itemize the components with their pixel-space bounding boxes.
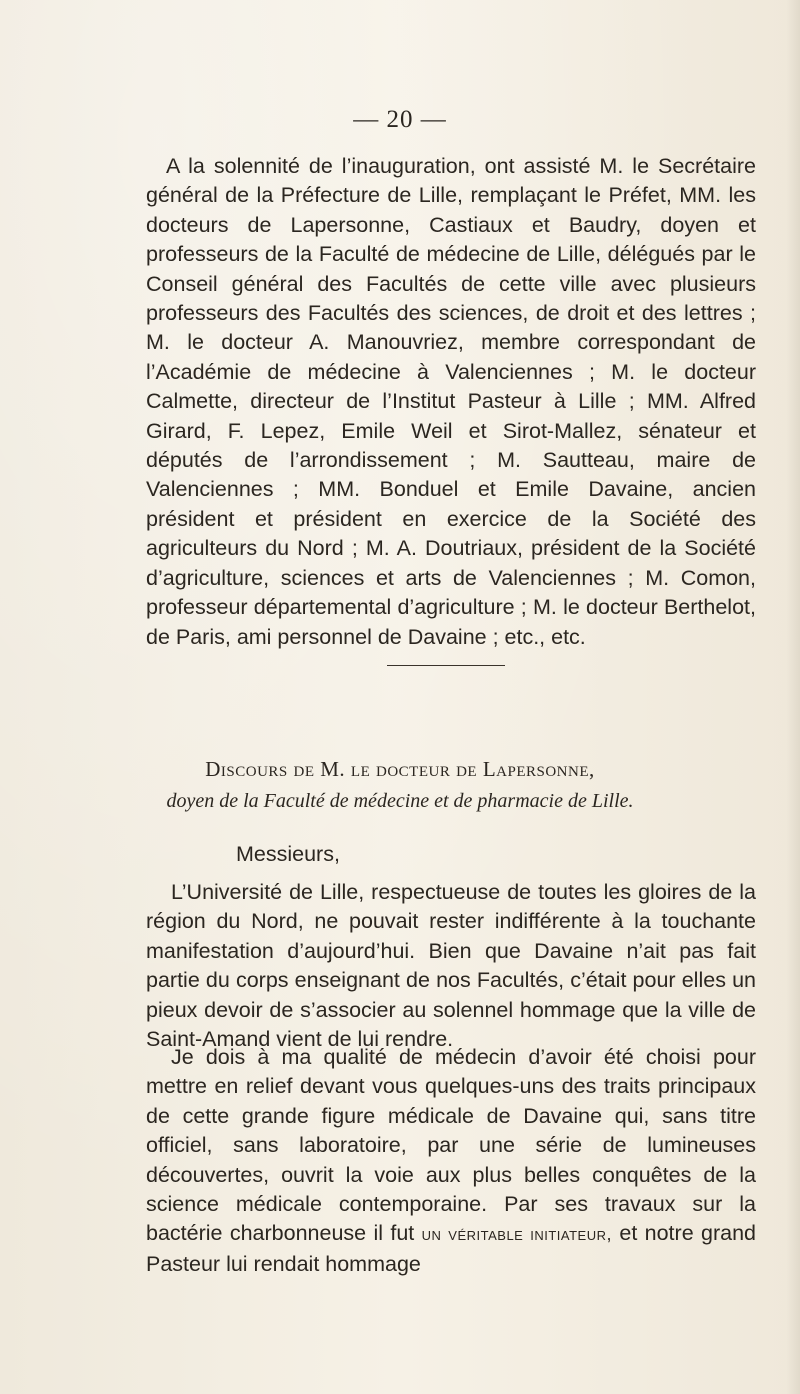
speech-paragraph-2-smallcaps: un véritable initiateur,: [421, 1224, 612, 1245]
speech-subheading: doyen de la Faculté de médecine et de pharmacie de Lille.: [166, 790, 634, 812]
speech-heading: Discours de M. le docteur de Lapersonne,: [205, 757, 595, 781]
page-number: — 20 —: [353, 106, 447, 133]
speech-paragraph-2-end: et notre grand Pasteur lui rendait hommage: [146, 1221, 756, 1276]
speech-paragraph-2: [146, 1043, 756, 1279]
page-edge-shadow: [786, 0, 800, 1394]
salutation: Messieurs,: [236, 842, 340, 866]
inauguration-attendees-paragraph: A la solennité de l’inauguration, ont assisté M. le Secrétaire général de la Préfecture de Lille, remplaçant le Préfet, MM. les docteurs de Lapersonne, Castiaux et Baudry, doyen et professeurs de la Faculté de médecine de Lille, délégués par le Conseil général des Facultés de cette ville avec plusieurs professeurs des Facultés des sciences, de droit et des lettres ; M. le docteur A. Manouvriez, membre correspondant de l’Académie de médecine à Valenciennes ; M. le docteur Calmette, directeur de l’Institut Pasteur à Lille ; MM. Alfred Girard, F. Lepez, Emile Weil et Sirot-Mallez, sénateur et députés de l’arrondissement ; M. Sautteau, maire de Valenciennes ; MM. Bonduel et Emile Davaine, ancien président et président en exercice de la Société des agriculteurs du Nord ; M. A. Doutriaux, président de la Société d’agriculture, sciences et arts de Valenciennes ; M. Comon, professeur départemental d’agriculture ; M. le docteur Berthelot, de Paris, ami personnel de Davaine ; etc., etc.: [146, 154, 756, 649]
section-divider: [387, 665, 505, 666]
speech-paragraph-2-text: Je dois à ma qualité de médecin d’avoir été choisi pour mettre en relief devant vous quelques-uns des traits principaux de cette grande figure médicale de Davaine qui, sans titre officiel, sans laboratoire, par une série de lumineuses découvertes, ouvrit la voie aux plus belles conquêtes de la science médicale contemporaine. Par ses travaux sur la bactérie charbonneuse il fut: [146, 1045, 756, 1246]
speech-paragraph-1: L’Université de Lille, respectueuse de toutes les gloires de la région du Nord, ne pouvait rester indifférente à la touchante manifestation d’aujourd’hui. Bien que Davaine n’ait pas fait partie du corps enseignant de nos Facultés, c’était pour elles un pieux devoir de s’associer au solennel hommage que la ville de Saint-Amand vient de lui rendre.: [146, 880, 756, 1052]
